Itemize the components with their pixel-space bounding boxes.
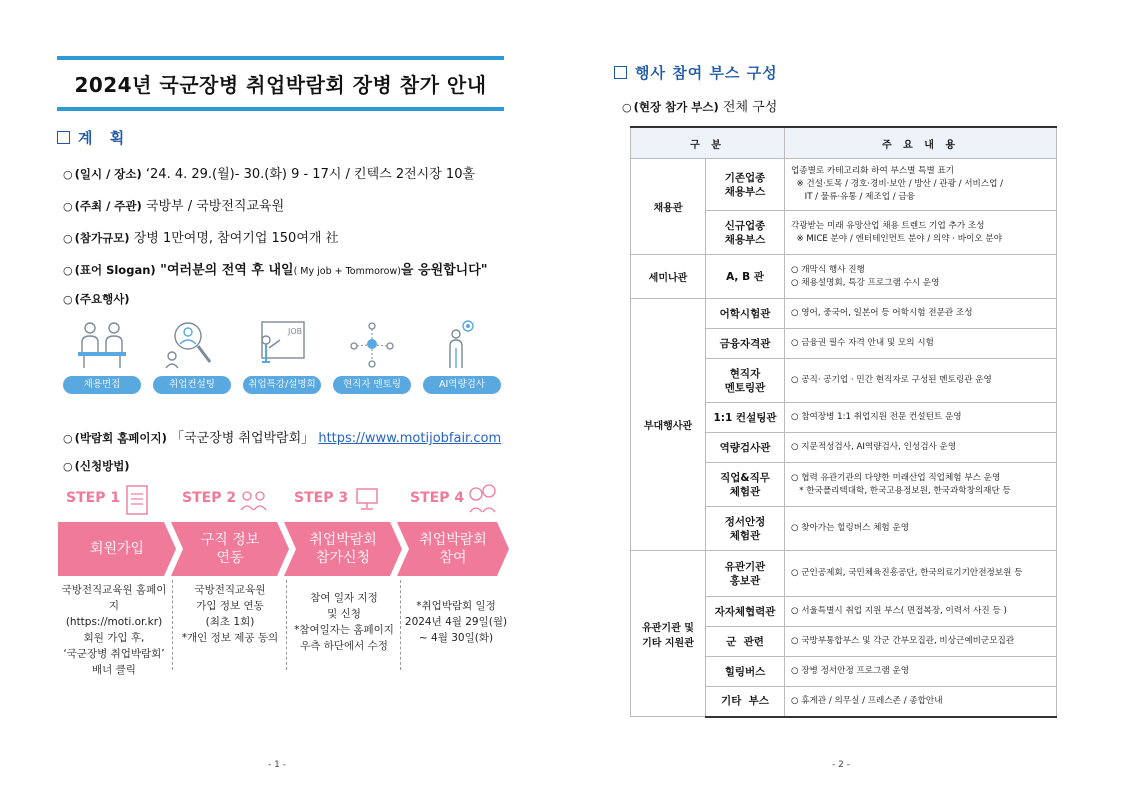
item-date-place: [63, 163, 475, 182]
item-value: 장병 1만여명, 참여기업 150여개 社: [129, 231, 339, 246]
row-sub: A, B 관: [706, 255, 785, 299]
item-homepage: [63, 427, 501, 446]
desc-line: IT / 물류·유통 / 제조업 / 금융: [791, 192, 915, 202]
row-desc: [785, 211, 1057, 255]
item-host: [63, 195, 284, 214]
row-desc: ○ 참여장병 1:1 취업지원 전문 컨설턴트 운영: [785, 403, 1057, 433]
row-category: 세미나관: [631, 255, 706, 299]
desc-line: 업종별로 카테고리화 하여 부스별 특별 표기: [791, 166, 955, 176]
item-slogan: [63, 259, 488, 278]
svg-text:JOB: JOB: [288, 327, 303, 336]
desc-line: 2024년 4월 29일(월): [404, 616, 508, 628]
step-2-box: [171, 522, 289, 576]
item-value: ‘24. 4. 29.(월)- 30.(화) 9 - 17시 / 킨텍스 2전시장 10홀: [141, 167, 476, 182]
item-key: (참가규모): [74, 231, 130, 245]
header-category: 구 분: [631, 127, 785, 159]
desc-line: 및 신청: [327, 608, 361, 620]
desc-line: 참여 일자 지정: [310, 592, 378, 604]
row-sub: 유관기관 홍보관: [706, 551, 785, 597]
bullet-circle: ○: [622, 101, 632, 114]
row-desc: ○ 찾아가는 힐링버스 체험 운영: [785, 507, 1057, 551]
link-users-icon: [238, 486, 268, 514]
desc-line: 각광받는 미래 유망산업 채용 트렌드 기업 추가 조성: [791, 220, 985, 231]
event-lecture: [242, 318, 322, 394]
page-number: - 1 -: [268, 760, 286, 770]
bullet-circle: ○: [63, 200, 73, 213]
item-value: 국방부 / 국방전직교육원: [141, 199, 285, 214]
section-plan-label: 계 획: [78, 129, 131, 147]
step-divider: [286, 580, 287, 670]
item-key: (박람회 홈페이지): [74, 431, 167, 445]
consulting-icon: [162, 318, 222, 370]
row-sub: 기존업종 채용부스: [706, 159, 785, 211]
row-sub: 어학시험관: [706, 299, 785, 329]
desc-line: ○ 개막식 행사 진행: [791, 264, 865, 275]
row-sub: 금융자격관: [706, 329, 785, 359]
table-row: [631, 551, 1057, 597]
desc-line: (https://moti.or.kr): [65, 616, 163, 628]
event-pill: 취업컨설팅: [153, 376, 231, 394]
row-desc: [785, 255, 1057, 299]
page-2: [560, 0, 1121, 793]
table-row: [631, 159, 1057, 211]
desc-line: * 한국폴리텍대학, 한국고용정보원, 한국과학창의재단 등: [791, 485, 1011, 496]
desc-line: 배너 클릭: [92, 664, 136, 676]
step-4-desc: [402, 598, 510, 646]
row-sub: 자자체협력관: [706, 597, 785, 627]
event-pill: AI역량검사: [423, 376, 501, 394]
slogan-mid: ( My job + Tommorow): [293, 266, 401, 277]
computer-icon: [354, 486, 380, 512]
header-content: 주 요 내 용: [785, 127, 1057, 159]
step-1-box-text: 회원가입: [89, 541, 145, 557]
document-icon: [124, 484, 150, 516]
desc-line: ~ 4월 30일(화): [418, 632, 494, 644]
item-key: (주요행사): [74, 292, 130, 306]
row-sub: 힐링버스: [706, 657, 785, 687]
lecture-board-icon: [252, 318, 312, 370]
subhead-value: 전체 구성: [718, 100, 778, 115]
row-sub: 기타 부스: [706, 687, 785, 717]
desc-line: ○ 협력 유관기관의 다양한 미래산업 직업체험 부스 운영: [791, 472, 1001, 483]
item-key: (표어 Slogan): [74, 263, 156, 277]
row-desc: ○ 군인공제회, 국민체육진흥공단, 한국의료기기안전정보원 등: [785, 551, 1057, 597]
row-sub: 정서안정 체험관: [706, 507, 785, 551]
event-interview: [62, 318, 142, 394]
row-desc: ○ 금융권 필수 자격 안내 및 모의 시험: [785, 329, 1057, 359]
row-sub: 직업&직무 체험관: [706, 463, 785, 507]
desc-line: *개인 정보 제공 동의: [181, 632, 279, 644]
booth-subheading: [622, 96, 777, 115]
step-2-desc: [176, 582, 284, 646]
desc-line: ※ MICE 분야 / 엔터테인먼트 분야 / 의약 · 바이오 분야: [791, 233, 1003, 244]
item-key: (일시 / 장소): [74, 167, 142, 181]
row-sub: 현직자 멘토링관: [706, 359, 785, 403]
step-2-box-text: 구직 정보 연동: [200, 532, 260, 566]
page-number: - 2 -: [832, 760, 850, 770]
section-booth-heading: [614, 62, 778, 83]
event-ai-test: [422, 318, 502, 394]
item-apply-method: [63, 458, 130, 474]
chat-people-icon: [466, 482, 498, 514]
ai-person-icon: [432, 318, 492, 370]
row-desc: ○ 공직· 공기업 · 민간 현직자로 구성된 멘토링관 운영: [785, 359, 1057, 403]
desc-line: ※ 건설·토목 / 경호·경비·보안 / 방산 / 관광 / 서비스업 /: [791, 179, 1004, 189]
step-1-label: STEP 1: [66, 490, 121, 506]
section-booth-label: 행사 참여 부스 구성: [635, 64, 778, 82]
step-3-label: STEP 3: [294, 490, 349, 506]
table-row: [631, 255, 1057, 299]
row-desc: ○ 지문적성검사, AI역량검사, 인성검사 운영: [785, 433, 1057, 463]
event-pill: 취업특강/설명회: [243, 376, 321, 394]
desc-line: ○ 채용설명회, 특강 프로그램 수시 운영: [791, 277, 940, 288]
item-main-events: [63, 291, 130, 307]
item-value: 「국군장병 취업박람회」: [166, 431, 315, 446]
step-2-label: STEP 2: [182, 490, 237, 506]
desc-line: 가입 정보 연동: [196, 600, 264, 612]
interview-icon: [72, 318, 132, 370]
page-1: [0, 0, 560, 793]
row-category: 채용관: [631, 159, 706, 255]
bullet-circle: ○: [63, 460, 73, 473]
booth-table: [630, 126, 1057, 718]
row-category: 유관기관 및 기타 지원관: [631, 551, 706, 717]
subhead-key: (현장 참가 부스): [633, 100, 719, 114]
row-desc: ○ 영어, 중국어, 일본어 등 어학시험 전문관 조성: [785, 299, 1057, 329]
main-events-icons: [62, 318, 502, 400]
row-sub: 1:1 컨설팅관: [706, 403, 785, 433]
bullet-circle: ○: [63, 432, 73, 445]
event-consulting: [152, 318, 232, 394]
row-desc: ○ 서울특별시 취업 지원 부스( 면접복장, 이력서 사진 등 ): [785, 597, 1057, 627]
step-divider: [172, 580, 173, 670]
slogan-post: 을 응원합니다": [400, 263, 488, 278]
step-1-desc: [60, 582, 168, 678]
row-desc: [785, 159, 1057, 211]
desc-line: 회원 가입 후,: [83, 632, 145, 644]
desc-line: 국방전직교육원 홈페이지: [61, 584, 167, 612]
row-desc: ○ 휴게관 / 의무실 / 프레스존 / 종합안내: [785, 687, 1057, 717]
step-4-box-text: 취업박람회 참여: [419, 532, 487, 566]
step-4-label: STEP 4: [410, 490, 465, 506]
table-header-row: [631, 127, 1057, 159]
event-mentoring: [332, 318, 412, 394]
item-scale: [63, 227, 339, 246]
bullet-circle: ○: [63, 232, 73, 245]
homepage-link[interactable]: https://www.motijobfair.com: [318, 431, 502, 446]
row-sub: 신규업종 채용부스: [706, 211, 785, 255]
desc-line: (최초 1회): [205, 616, 255, 628]
item-key: (신청방법): [74, 459, 130, 473]
step-divider: [400, 580, 401, 670]
row-category: 부대행사관: [631, 299, 706, 551]
section-plan-heading: [57, 127, 130, 148]
bullet-circle: ○: [63, 293, 73, 306]
desc-line: 국방전직교육원: [194, 584, 266, 596]
title-banner: [57, 56, 504, 111]
desc-line: *취업박람회 일정: [416, 600, 496, 612]
table-row: [631, 299, 1057, 329]
step-3-box: [284, 522, 402, 576]
row-desc: [785, 463, 1057, 507]
bullet-circle: ○: [63, 264, 73, 277]
step-4-box: [397, 522, 509, 576]
step-3-desc: [290, 590, 398, 654]
event-pill: 채용면접: [63, 376, 141, 394]
checkbox-square-icon: [57, 131, 70, 144]
title-bottom-rule: [57, 107, 504, 111]
mentoring-network-icon: [342, 318, 402, 370]
row-sub: 군 관련: [706, 627, 785, 657]
desc-line: 우측 하단에서 수정: [300, 640, 388, 652]
checkbox-square-icon: [614, 66, 627, 79]
row-desc: ○ 국방부통합부스 및 각군 간부모집관, 비상근예비군모집관: [785, 627, 1057, 657]
desc-line: *참여일자는 홈페이지: [294, 624, 394, 636]
slogan-pre: "여러분의 전역 후 내일: [155, 263, 294, 278]
desc-line: ‘국군장병 취업박람회’: [63, 648, 165, 660]
step-1-box: [58, 522, 176, 576]
event-pill: 현직자 멘토링: [333, 376, 411, 394]
row-desc: ○ 장병 정서안정 프로그램 운영: [785, 657, 1057, 687]
step-3-box-text: 취업박람회 참가신청: [309, 532, 377, 566]
page-title: 2024년 국군장병 취업박람회 장병 참가 안내: [74, 73, 487, 97]
row-sub: 역량검사관: [706, 433, 785, 463]
bullet-circle: ○: [63, 168, 73, 181]
item-key: (주최 / 주관): [74, 199, 142, 213]
